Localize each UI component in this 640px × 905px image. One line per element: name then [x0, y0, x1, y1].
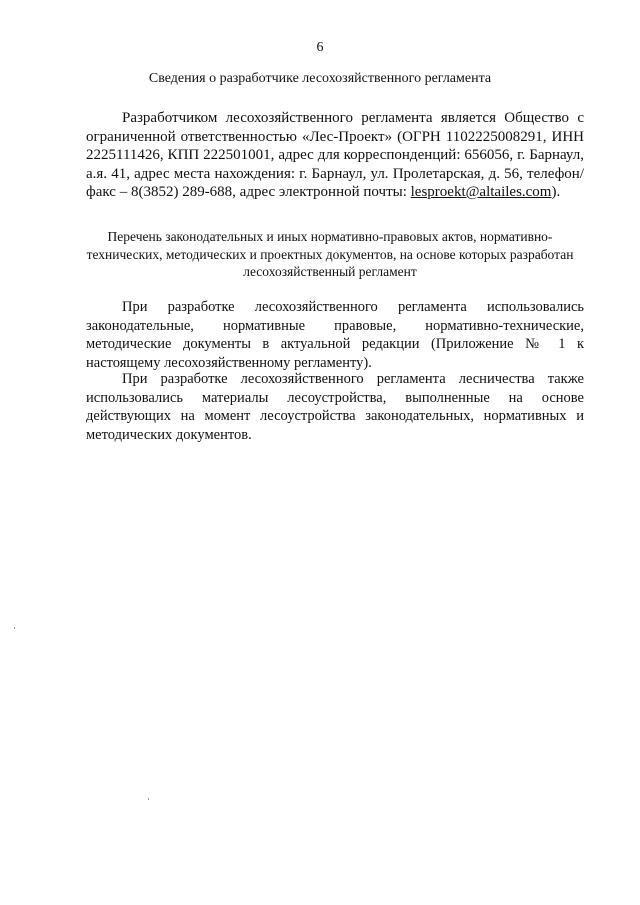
scan-speck [14, 627, 15, 629]
legal-acts-paragraph-1: При разработке лесохозяйственного регламента использовались законодательные, нормативные правовые, нормативно-технические, методические документы в актуальной редакции (Приложение № 1 к настоящему лесохозяйственному регламенту). [86, 299, 584, 371]
developer-email-link[interactable]: lesproekt@altailes.com [410, 184, 552, 200]
developer-info-closing: ). [551, 184, 561, 200]
legal-acts-paragraph-2: При разработке лесохозяйственного регламента лесничества также использовались материалы лесоустройства, выполненные на основе действующих на момент лесоустройства законодательных, нормативных и методических документов. [86, 371, 584, 443]
page-number: 6 [316, 40, 324, 55]
developer-info-text: Разработчиком лесохозяйственного регламента является Общество с ограниченной ответственностью «Лес-Проект» (ОГРН 1102225008291, ИНН 2225111426, КПП 222501001, адрес для корреспонденций: 656056, г. Барнаул, а.я. 41, адрес места нахождения: г. Барнаул, ул. Пролетарская, д. 56, телефон/факс – 8(3852) 289-688, адрес электронной почты: [86, 110, 584, 200]
legal-acts-section-heading: Перечень законодательных и иных нормативно-правовых актов, нормативно-технических, методических и проектных документов, на основе которых разработан лесохозяйственный регламент [86, 229, 574, 279]
developer-section-heading: Сведения о разработчике лесохозяйственного регламента [148, 71, 492, 86]
scan-speck [148, 798, 149, 800]
developer-info-paragraph [86, 109, 584, 202]
